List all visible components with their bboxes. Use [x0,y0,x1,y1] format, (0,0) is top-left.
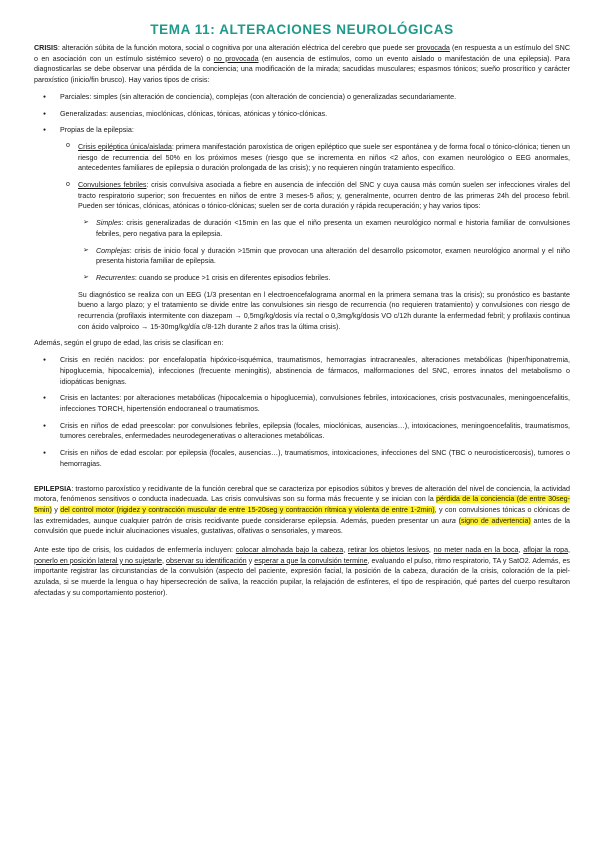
aura-term: aura [441,516,456,525]
febril-type-label: Complejas [96,246,130,255]
cuidado-item: colocar almohada bajo la cabeza [235,546,344,555]
cuidado-item: aflojar la ropa [523,546,569,555]
febriles-text: : crisis convulsiva asociada a fiebre en ausencia de infección del SNC y cuya causa más común suelen ser infecciones virales del tracto respiratorio superior; son frecuentes en niños de entre 3 meses-5 años; y, generalmente, ocurren dentro de las primeras 24h del proceso febril. Pueden ser tónicas, clónicas, atónicas o tónico-clónicas; suelen ser de corta duración y rápida recuperación; y hay varios tipos: [78,181,570,211]
febriles-term: Convulsiones febriles [78,181,147,190]
crisis-text-2: (en respuesta a un estímulo del SNC o en asociación con un estímulo sistémico severo) o [34,44,570,63]
list-item: ● Crisis en niños de edad escolar: por epilepsia (focales, ausencias…), traumatismos, intoxicaciones, infecciones del SNC (TBC o neurocisticercosis), tumores o hemorragias. [34,448,570,469]
separator: , [568,546,571,555]
febril-type-label: Simples [96,219,122,228]
list-item [34,142,570,174]
epilepsia-definition [34,484,570,538]
list-item [34,92,570,103]
cuidado-item: retirar los objetos lesivos [348,546,429,555]
list-item [34,218,570,239]
crisis-text-1: : alteración súbita de la función motora, social o cognitiva por una alteración eléctrica del cerebro que puede ser [57,44,417,52]
list-item [34,180,570,212]
epilepsia-text-1: : trastorno paroxístico y recidivante de la función cerebral que se caracteriza por episodios súbitos y breves de alteración del nivel de conciencia, la actividad motora, fenómenos sensitivos o conducta inadecuada. Las crisis convulsivas son su forma más frecuente y se inician con la [34,484,570,504]
crisis-definition [34,43,570,86]
epilepsia-text-3: , y con convulsiones tónicas o clónicas de las extremidades, aunque cualquier patrón de crisis recidivante puede considerarse epilepsia. Además, pueden presentar un [34,505,571,525]
type-label: Parciales [60,92,90,101]
cuidados-text-1: Ante este tipo de crisis, los cuidados de enfermería incluyen: [34,546,236,555]
age-groups-list [34,355,570,469]
diagnostico-paragraph: Su diagnóstico se realiza con un EEG (1/3 presentan en l electroencefalograma anormal en la primera semana tras la crisis); su pronóstico es bastante bueno a largo plazo; y el tratamiento se divide entre las convulsiones sin riesgo de recurrencia (no requieren tratamiento) y convulsiones con riesgo de recurrencia (profilaxis intermitente con diazepam → 0,5mg/kg/dosis vía rectal o 0,3mg/kg/dosis VO c/12h durante la enfermedad febril; y profilaxis continua con ácido valproico → 15-30mg/kg/día c/8-12h durante 2 años tras la última crisis). [78,290,570,331]
epilepsy-sub-list [34,142,570,212]
cuidado-item: ponerlo en posición lateral y no sujetarle [34,556,163,565]
list-item: ● Crisis en lactantes: por alteraciones metabólicas (hipocalcemia o hipoglucemia), convulsiones febriles, intoxicaciones, crisis postvacunales, meningoencefalitis, infecciones TORCH, hipertensión endocraneal o traumatismos. [34,393,570,414]
type-label: Propias de la epilepsia [60,126,132,135]
list-item: ● Crisis en recién nacidos: por encefalopatía hipóxico-isquémica, traumatismos, hemorragias intracraneales, alteraciones metabólicas (hiper/hiponatremia, hipoglucemia, hipocalcemia), infecciones (frecuente meningitis), abstinencia de fármacos, malformaciones del SNC, errores innatos del metabolismo o idiopáticas benignas. [34,355,570,387]
crisis-types-list [34,92,570,136]
separator: , [518,546,524,555]
age-group-intro: Además, según el grupo de edad, las crisis se clasifican en: [34,339,224,348]
cuidados-paragraph [34,545,570,599]
separator: , [162,556,167,565]
highlight-advertencia: (signo de advertencia) [458,516,531,525]
febril-type-text: : crisis de inicio focal y duración >15min que provocan una alteración del desarrollo psicomotor, examen neurológico anormal y el niño presenta historia familiar de epilepsia. [96,246,570,266]
separator: , [343,546,349,555]
type-text: : ausencias, mioclónicas, clónicas, tónicas, atónicas y tónico-clónicas. [106,109,328,118]
list-item [34,246,570,267]
epilepsia-text-5: antes de la convulsión que puede incluir alucinaciones visuales, gustativas, olfativas o sensoriales, y mareos. [34,516,571,536]
separator: , [428,546,434,555]
unica-term: Crisis epiléptica única/aislada [78,142,172,151]
cuidados-text-2: , evaluando el pulso, ritmo respiratorio, TA y SatO2. Además, es importante registrar las circunstancias de la convulsión (aspecto del paciente, expresión facial, la posición de la cabeza, duración de la crisis, coloración de la piel-azulada, si se muerde la lengua o hay hipersecreción de saliva, la reacción pupilar, la relajación de esfínteres, el tipo de respiración, qué partes del cuerpo resultaron afectadas y su comportamiento posterior). [34,556,571,597]
unica-text: : primera manifestación paroxística de origen epiléptico que suele ser espontánea y de forma focal o tónico-clónica; tienen un riesgo de recurrencia del 50% en los próximos meses (riesgo que se incrementa en niños <2 años, con examen neurológico o EEG anormales, antecedentes familiares de epilepsia o duración prolongada de las crisis); y no requieren ningún tratamiento específico. [78,142,570,173]
epilepsia-text-2: y [51,505,61,514]
febril-type-text: : cuando se produce >1 crisis en diferentes episodios febriles. [134,273,331,282]
highlight-control-motor: del control motor (rigidez y contracción muscular de entre 15-20seg y contracción rítmica y violenta de entre 1-2min) [60,505,435,514]
febril-type-text: : crisis generalizadas de duración <15min en las que el niño presenta un examen neurológico normal e historia familiar de convulsiones febriles, pero negativa para la epilepsia. [96,219,570,238]
febril-type-label: Recurrentes [96,273,135,282]
type-text: : simples (sin alteración de conciencia), complejas (con alteración de conciencia) o generalizadas secundariamente. [89,92,457,101]
cuidado-item: no meter nada en la boca [433,546,519,555]
list-item [34,125,570,136]
crisis-term: CRISIS [34,44,58,52]
cuidado-item: esperar a que la convulsión termine [254,556,368,565]
page-title: TEMA 11: ALTERACIONES NEUROLÓGICAS [150,22,454,37]
separator: y [246,556,255,565]
list-item: ● Crisis en niños de edad preescolar: por convulsiones febriles, epilepsia (focales, mioclónicas, ausencias…), intoxicaciones, meningoencefalitis, traumatismos, tumores cerebrales, enfermedades neurodegenerativas o alteraciones metabólicas. [34,421,570,442]
cuidado-item: observar su identificación [166,556,247,565]
no-provocada-term: no provocada [213,54,259,63]
provocada-term: provocada [416,44,450,52]
list-item [34,109,570,120]
febril-types-list [34,218,570,284]
type-text: : [131,126,134,135]
highlight-conciencia: pérdida de la conciencia (de entre 30seg-5min) [34,495,570,514]
list-item [34,273,570,284]
crisis-text-3: (en ausencia de estímulos, como un evento aislado o manifestación de una epilepsia). Para diagnosticarlas se debe observar una pérdida de la conciencia; una modificación de la mirada; sacudidas musculares; espasmos tónicos; sueño proscrítico y carácter paroxístico (inicio/fin brusco). Hay varios tipos de crisis: [34,54,570,85]
epilepsia-term: EPILEPSIA [34,484,72,493]
type-label: Generalizadas [60,109,107,118]
